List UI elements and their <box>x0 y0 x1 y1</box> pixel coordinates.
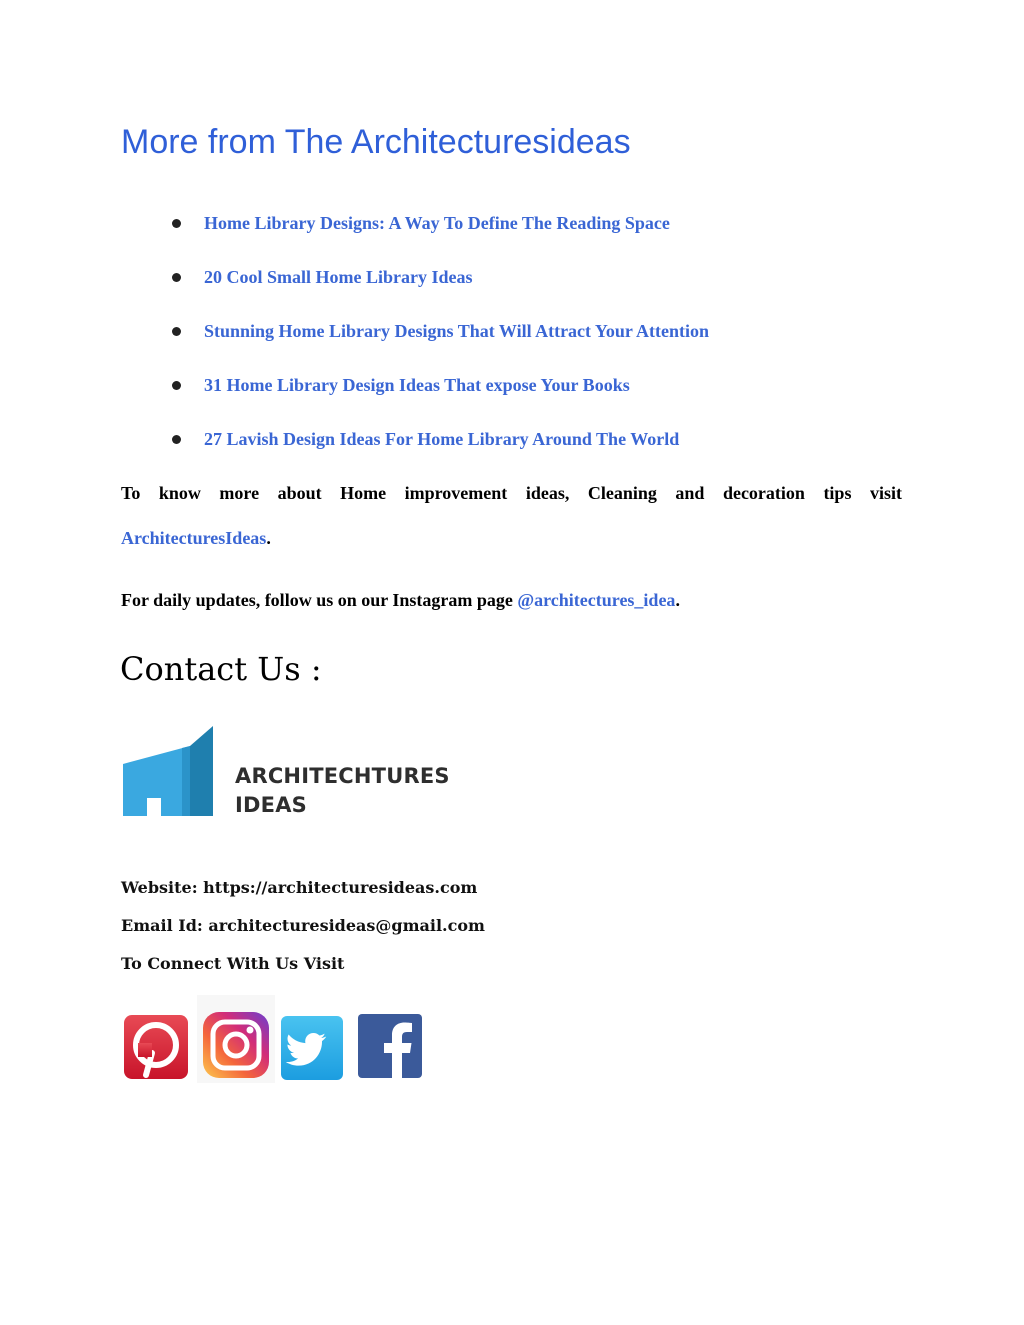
article-link[interactable]: Stunning Home Library Designs That Will Attract Your Attention <box>204 321 710 341</box>
instagram-link[interactable]: @architectures_idea <box>517 590 676 610</box>
promo-text: To know more about Home improvement ideas, Cleaning and decoration tips visit <box>121 483 902 503</box>
email-line: Email Id: architecturesideas@gmail.com <box>121 916 485 935</box>
instagram-icon[interactable] <box>197 995 275 1083</box>
contact-heading: Contact Us : <box>120 650 322 688</box>
pinterest-icon[interactable] <box>122 1013 190 1081</box>
section-heading: More from The Architecturesideas <box>121 123 631 161</box>
promo-period: . <box>266 528 271 548</box>
logo-wordmark <box>235 762 450 820</box>
website-line: Website: https://architecturesideas.com <box>121 878 478 897</box>
follow-label: For daily updates, follow us on our Instagram page <box>121 590 518 610</box>
article-link[interactable]: 31 Home Library Design Ideas That expose Your Books <box>204 375 630 395</box>
twitter-icon[interactable] <box>280 1015 344 1081</box>
bullet-dot <box>172 435 181 444</box>
site-link[interactable]: ArchitecturesIdeas <box>121 528 267 548</box>
bullet-dot <box>172 273 181 282</box>
promo-text-end <box>121 527 271 549</box>
follow-text <box>121 589 680 611</box>
article-link[interactable]: Home Library Designs: A Way To Define The Reading Space <box>204 213 670 233</box>
bullet-dot <box>172 327 181 336</box>
logo-line2: IDEAS <box>235 793 307 817</box>
follow-period: . <box>675 590 680 610</box>
logo-line1: ARCHITECHTURES <box>235 764 450 788</box>
connect-line: To Connect With Us Visit <box>121 954 345 973</box>
article-link[interactable]: 27 Lavish Design Ideas For Home Library Around The World <box>204 429 680 449</box>
bullet-dot <box>172 381 181 390</box>
bullet-dot <box>172 219 181 228</box>
facebook-icon[interactable] <box>357 1013 423 1079</box>
article-link[interactable]: 20 Cool Small Home Library Ideas <box>204 267 473 287</box>
